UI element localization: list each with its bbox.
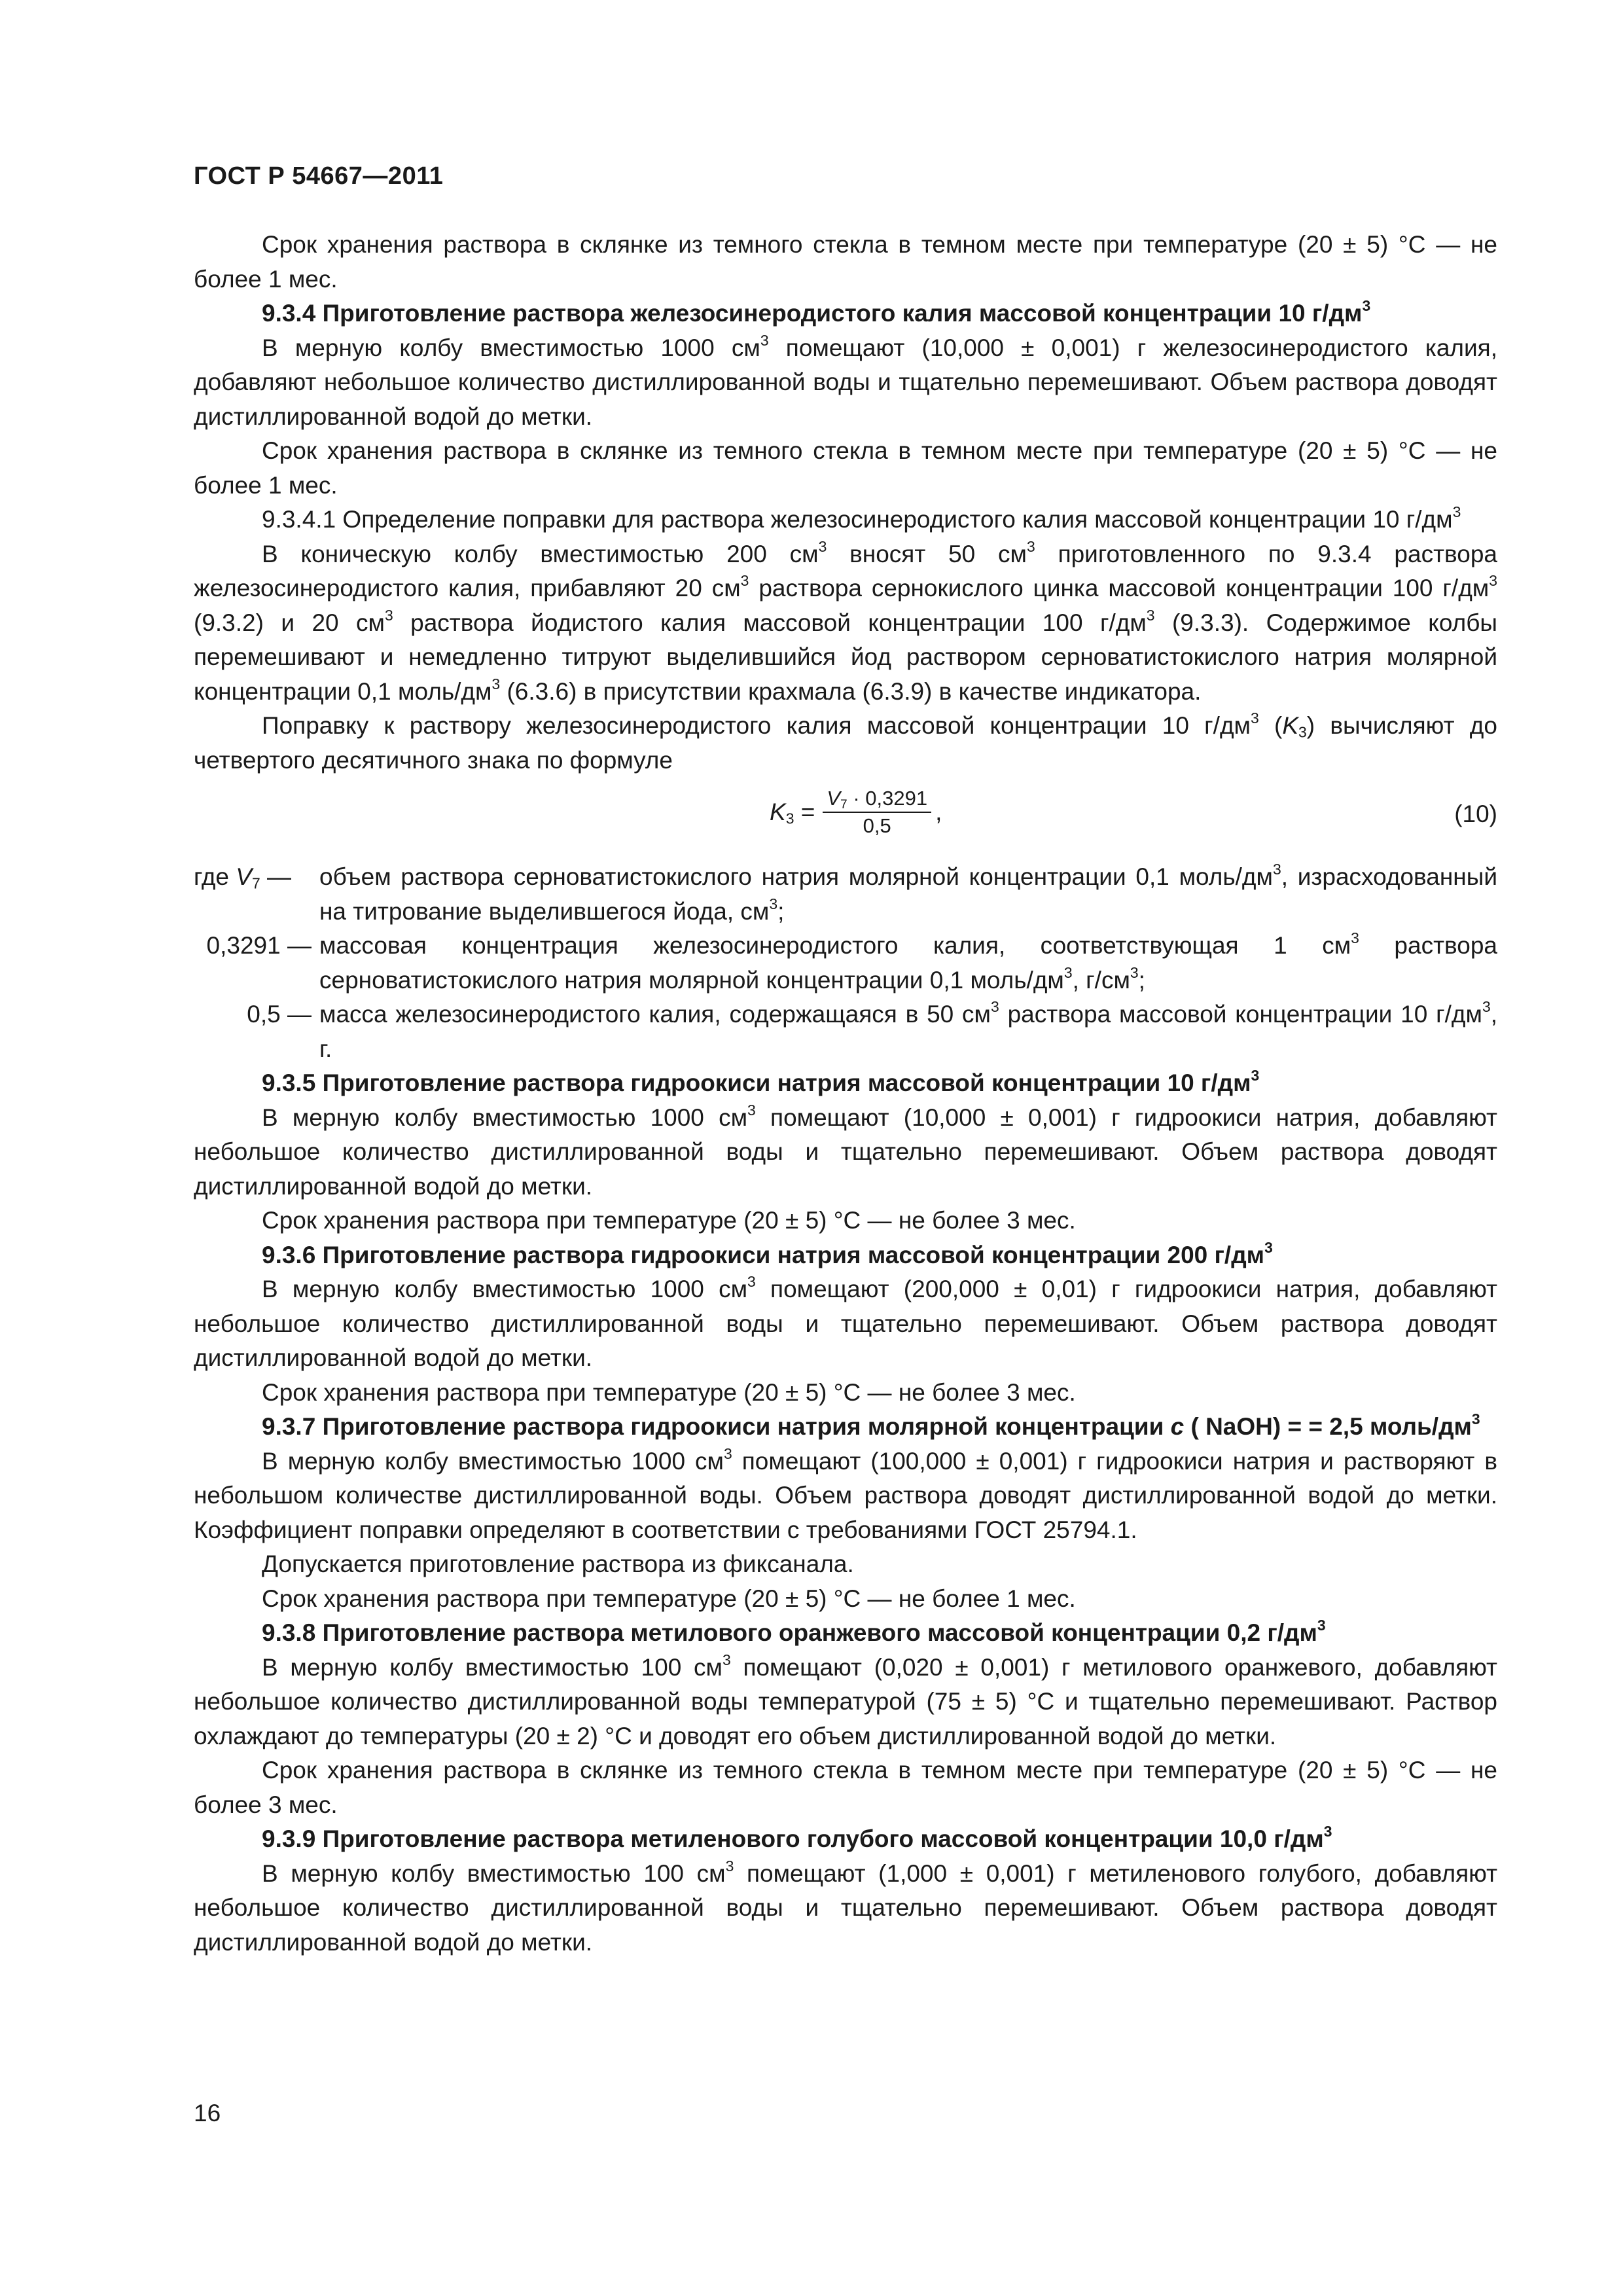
page-number: 16 [194,2100,221,2126]
formula-trail: , [935,798,942,825]
paragraph: Срок хранения раствора при температуре (20 ± 5) °С — не более 3 мес. [262,1207,1076,1234]
formula-lhs: $K_3$ = [770,798,815,827]
paragraph: В мерную колбу вместимостью 1000 $см^3$ помещают (10,000 ± 0,001) г железосинеродистого калия, добавляют небольшое количество дистиллированной воды и тщательно перемешивают. Объем раствора доводят дистиллированной водой до метки. [194,331,1497,430]
definition-term: 0,5 — [247,1001,312,1028]
formula-denominator: 0,5 [863,814,891,837]
formula-fraction [823,785,931,839]
formula-definitions [194,860,1497,1066]
subsection-title-9-3-4-1: 9.3.4.1 Определение поправки для раствора железосинеродистого калия массовой концентрации 10 $г/дм^3$ [262,503,1461,533]
paragraph: В мерную колбу вместимостью 1000 $см^3$ помещают (10,000 ± 0,001) г гидроокиси натрия, добавляют небольшое количество дистиллированной воды и тщательно перемешивают. Объем раствора доводят дистиллированной водой до метки. [194,1101,1497,1200]
paragraph: Срок хранения раствора при температуре (20 ± 5) °С — не более 3 мес. [262,1378,1076,1406]
paragraph: В мерную колбу вместимостью 100 $см^3$ помещают (1,000 ± 0,001) г метиленового голубого, добавляют небольшое количество дистиллированной воды и тщательно перемешивают. Объем раствора доводят дистиллированной водой до метки. [194,1857,1498,1956]
paragraph: Срок хранения раствора в склянке из темного стекла в темном месте при температуре (20 ± 5) °С — не более 1 мес. [194,231,1497,293]
formula-10 [194,781,1497,852]
definition-row [194,929,1497,997]
formula-numerator: $V_7 \cdot 0,3291$ [823,785,931,813]
paragraph: В мерную колбу вместимостью 1000 $см^3$ помещают (100,000 ± 0,001) г гидроокиси натрия и растворяют в небольшом количестве дистиллированной воды. Объем раствора доводят дистиллированной водой до метки. Коэффициент поправки определяют в соответствии с требованиями ГОСТ 25794.1. [194,1444,1497,1543]
definition-row [194,860,1497,929]
section-heading-9-3-4: 9.3.4 Приготовление раствора железосинеродистого калия массовой концентрации 10 $г/дм^3$ [262,296,1371,327]
document-body [194,228,1497,1960]
paragraph: В мерную колбу вместимостью 100 $см^3$ помещают (0,020 ± 0,001) г метилового оранжевого, добавляют небольшое количество дистиллированной воды температурой (75 ± 5) °С и тщательно перемешивают. Раствор охлаждают до температуры (20 ± 2) °С и доводят его объем дистиллированной водой до метки. [194,1651,1497,1749]
definition-text: масса железосинеродистого калия, содержащаяся в 50 $см^3$ раствора массовой концентрации 10 $г/дм^3$, г. [319,997,1497,1062]
paragraph: Поправку к раствору железосинеродистого калия массовой концентрации 10 $г/дм^3$ $(K_3)$ вычисляют до четвертого десятичного знака по формуле [194,709,1497,774]
definition-term: где $V_7$ — [194,863,292,892]
section-heading-9-3-7: 9.3.7 Приготовление раствора гидроокиси натрия молярной концентрации c ( NaOH) = = 2,5 моль/$дм^3$ [262,1410,1480,1440]
paragraph: Допускается приготовление раствора из фиксанала. [262,1551,854,1577]
paragraph: Срок хранения раствора в склянке из темного стекла в темном месте при температуре (20 ± 5) °С — не более 3 мес. [194,1757,1497,1818]
formula-expression [770,785,942,839]
document-header: ГОСТ Р 54667—2011 [194,162,444,190]
paragraph: Срок хранения раствора в склянке из темного стекла в темном месте при температуре (20 ± 5) °С — не более 1 мес. [194,437,1497,499]
section-heading-9-3-5: 9.3.5 Приготовление раствора гидроокиси натрия массовой концентрации 10 $г/дм^3$ [262,1066,1260,1096]
paragraph: В коническую колбу вместимостью 200 $см^3$ вносят 50 $см^3$ приготовленного по 9.3.4 раствора железосинеродистого калия, прибавляют 20 $см^3$ раствора сернокислого цинка массовой концентрации 100 $г/дм^3$ (9.3.2) и 20 $см^3$ раствора йодистого калия массовой концентрации 100 $г/дм^3$ (9.3.3). Содержимое колбы перемешивают и немедленно титруют выделившийся йод раствором серноватистокислого натрия молярной концентрации 0,1 моль/$дм^3$ (6.3.6) в присутствии крахмала (6.3.9) в качестве индикатора. [194,537,1497,705]
definition-text: объем раствора серноватистокислого натрия молярной концентрации 0,1 моль/$дм^3$, израсходованный на титрование выделившегося йода, $см^3$; [319,860,1497,925]
paragraph: Срок хранения раствора при температуре (20 ± 5) °С — не более 1 мес. [262,1585,1076,1612]
section-heading-9-3-8: 9.3.8 Приготовление раствора метилового оранжевого массовой концентрации 0,2 $г/дм^3$ [262,1616,1326,1646]
definition-term: 0,3291 — [206,932,312,959]
section-heading-9-3-6: 9.3.6 Приготовление раствора гидроокиси натрия массовой концентрации 200 $г/дм^3$ [262,1238,1273,1268]
formula-number: (10) [1454,800,1497,827]
paragraph: В мерную колбу вместимостью 1000 $см^3$ помещают (200,000 ± 0,01) г гидроокиси натрия, добавляют небольшое количество дистиллированной воды и тщательно перемешивают. Объем раствора доводят дистиллированной водой до метки. [194,1272,1497,1371]
section-heading-9-3-9: 9.3.9 Приготовление раствора метиленового голубого массовой концентрации 10,0 $г/дм^3$ [262,1822,1332,1852]
definition-text: массовая концентрация железосинеродистого калия, соответствующая 1 $см^3$ раствора серноватистокислого натрия молярной концентрации 0,1 моль/$дм^3$, $г/см^3$; [319,929,1497,994]
definition-row [194,997,1497,1066]
